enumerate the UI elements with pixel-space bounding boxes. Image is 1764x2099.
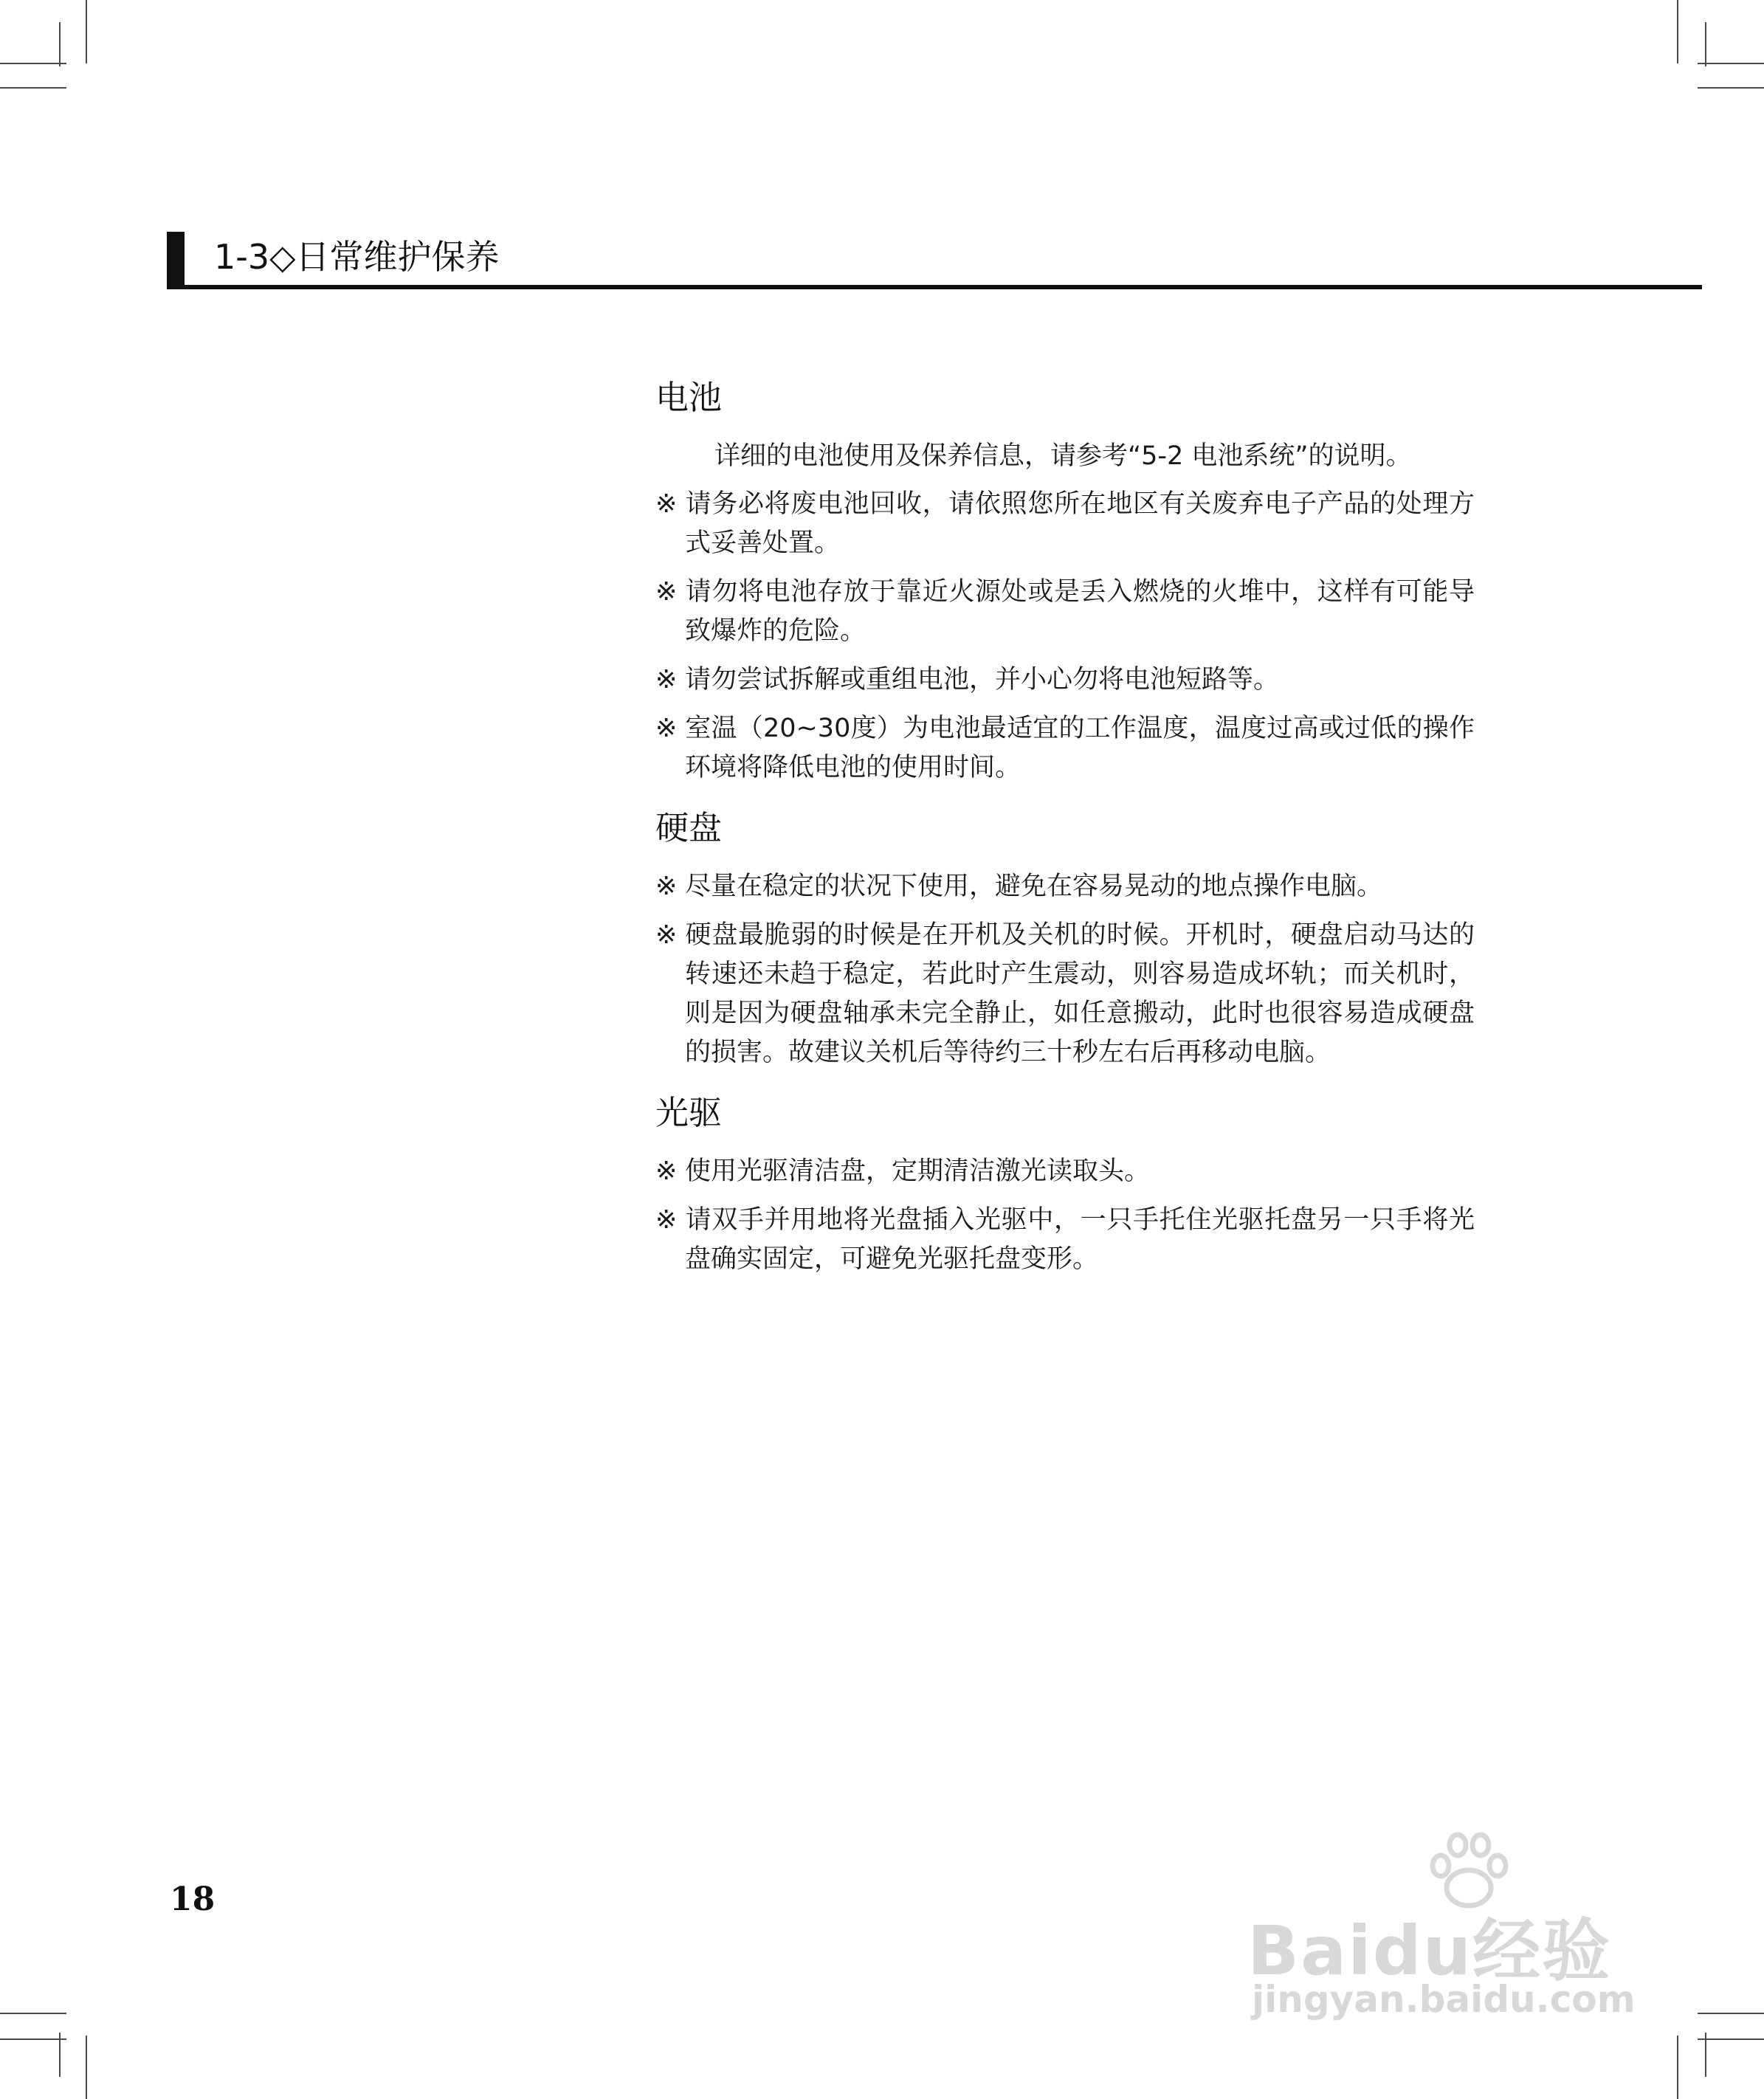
crop-mark: [1698, 2038, 1764, 2040]
section-hard-disk: [655, 804, 1475, 1072]
note-text: 尽量在稳定的状况下使用，避免在容易晃动的地点操作电脑。: [685, 872, 1383, 901]
page-number: 18: [170, 1881, 216, 1918]
header-marker-bar: [167, 232, 185, 289]
section-optical-drive: [655, 1089, 1475, 1279]
chapter-header-title: 1-3◇日常维护保养: [214, 237, 500, 277]
crop-mark: [1698, 87, 1764, 89]
note-item: [655, 1201, 1475, 1279]
watermark-logo: Baidu经验: [1247, 1912, 1612, 1991]
note-mark: ※: [655, 1157, 678, 1186]
note-text: 请勿尝试拆解或重组电池，并小心勿将电池短路等。: [685, 665, 1280, 695]
note-item: [655, 916, 1475, 1072]
note-mark: ※: [655, 577, 678, 607]
section-title: 电池: [655, 378, 723, 417]
crop-mark: [0, 2038, 66, 2040]
note-mark: ※: [655, 920, 678, 950]
note-text: 请务必将废电池回收，请依照您所在地区有关废弃电子产品的处理方式妥善处置。: [685, 489, 1475, 558]
note-item: [655, 485, 1475, 563]
section-title: 光驱: [655, 1093, 723, 1132]
crop-mark: [1698, 63, 1764, 64]
note-item: [655, 867, 1475, 906]
note-text: 请勿将电池存放于靠近火源处或是丢入燃烧的火堆中，这样有可能导致爆炸的危险。: [685, 577, 1475, 646]
crop-mark: [1677, 2036, 1678, 2099]
note-text: 硬盘最脆弱的时候是在开机及关机的时候。开机时，硬盘启动马达的转速还未趋于稳定，若此时产生震动，则容易造成坏轨；而关机时，则是因为硬盘轴承未完全静止，如任意搬动，此时也很容易造成硬盘的损害。故建议关机后等待约三十秒左右后再移动电脑。: [685, 920, 1475, 1067]
watermark-url: jingyan.baidu.com: [1252, 1978, 1636, 2021]
crop-mark: [86, 0, 87, 63]
note-text: 使用光驱清洁盘，定期清洁激光读取头。: [685, 1157, 1151, 1186]
note-text: 请双手并用地将光盘插入光驱中，一只手托住光驱托盘另一只手将光盘确实固定，可避免光驱托盘变形。: [685, 1205, 1475, 1274]
crop-mark: [59, 2033, 61, 2077]
note-text: 室温（20~30度）为电池最适宜的工作温度，温度过高或过低的操作环境将降低电池的使用时间。: [685, 714, 1475, 782]
crop-mark: [86, 2036, 87, 2099]
note-mark: ※: [655, 872, 678, 901]
note-item: [655, 709, 1475, 787]
note-item: [655, 573, 1475, 651]
main-content: [655, 373, 1475, 1289]
crop-mark: [1698, 2013, 1764, 2014]
note-item: [655, 1152, 1475, 1191]
header-rule: [167, 285, 1702, 289]
crop-mark: [1677, 0, 1678, 63]
crop-mark: [59, 22, 61, 66]
note-item: [655, 661, 1475, 700]
crop-mark: [0, 63, 66, 64]
baidu-watermark: [1247, 1830, 1661, 2022]
crop-mark: [0, 87, 66, 89]
note-mark: ※: [655, 665, 678, 695]
crop-mark: [0, 2013, 66, 2014]
note-mark: ※: [655, 1205, 678, 1235]
crop-mark: [1705, 2033, 1706, 2077]
section-battery: [655, 373, 1475, 787]
section-title: 硬盘: [655, 808, 723, 847]
section-intro: 详细的电池使用及保养信息，请参考“5-2 电池系统”的说明。: [714, 441, 1412, 471]
note-mark: ※: [655, 489, 678, 519]
crop-mark: [1705, 22, 1706, 66]
note-mark: ※: [655, 714, 678, 743]
